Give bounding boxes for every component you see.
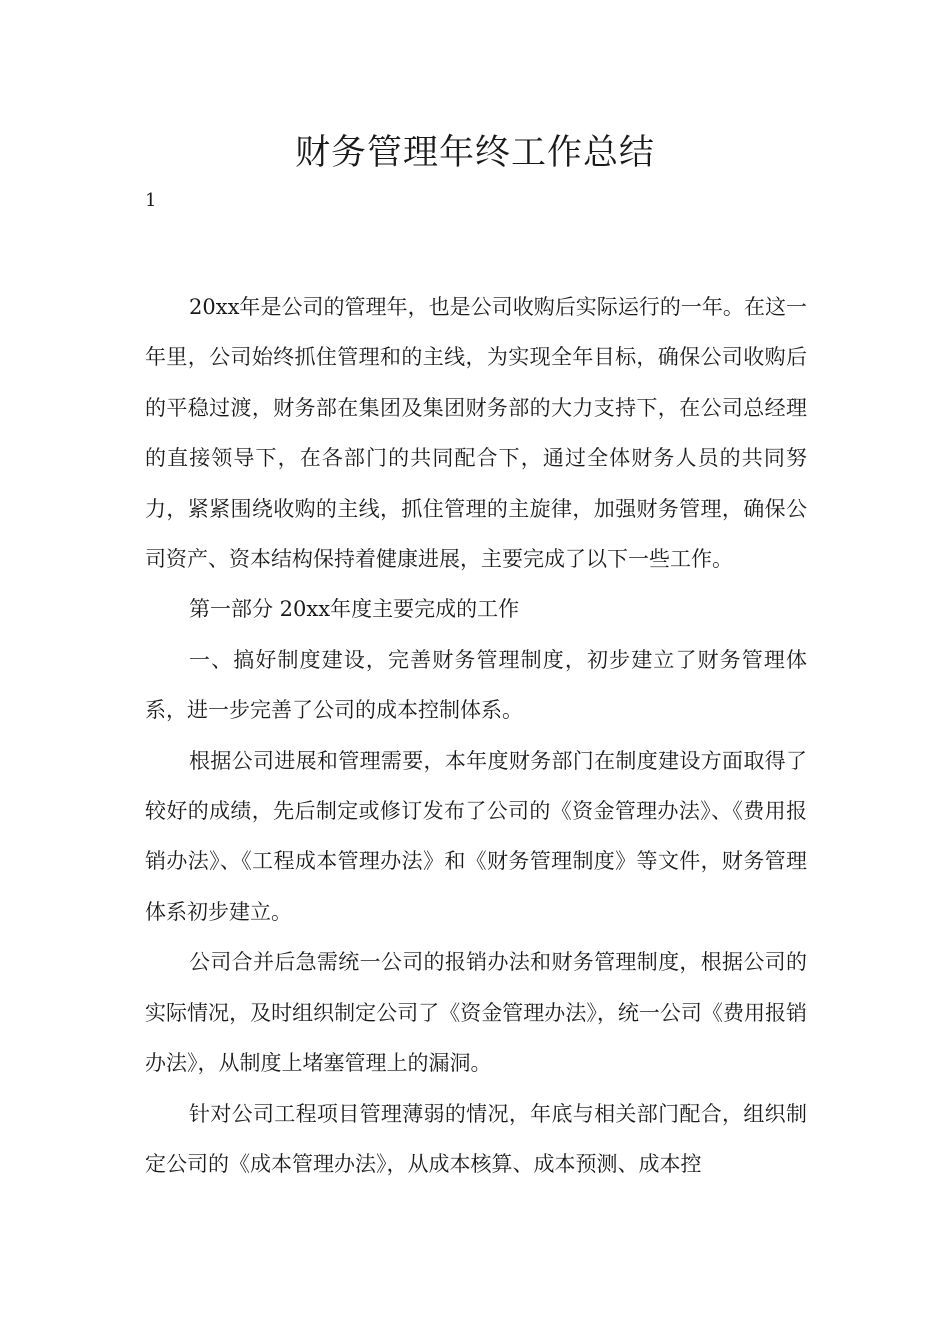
paragraph-system-building: 根据公司进展和管理需要，本年度财务部门在制度建设方面取得了较好的成绩，先后制定或修订发布了公司的《资金管理办法》、《费用报销办法》、《工程成本管理办法》和《财务管理制度》等文件，财务管理体系初步建立。: [145, 748, 807, 924]
paragraph-merger-rules: 公司合并后急需统一公司的报销办法和财务管理制度，根据公司的实际情况，及时组织制定公司了《资金管理办法》，统一公司《费用报销办法》，从制度上堵塞管理上的漏洞。: [145, 950, 807, 1076]
paragraph-item-one: 一、搞好制度建设，完善财务管理制度，初步建立了财务管理体系，进一步完善了公司的成本控制体系。: [145, 647, 807, 723]
paragraph-intro: 20xx年是公司的管理年，也是公司收购后实际运行的一年。在这一年里，公司始终抓住管理和的主线，为实现全年目标，确保公司收购后的平稳过渡，财务部在集团及集团财务部的大力支持下，在公司总经理的直接领导下，在各部门的共同配合下，通过全体财务人员的共同努力，紧紧围绕收购的主线，抓住管理的主旋律，加强财务管理，确保公司资产、资本结构保持着健康进展，主要完成了以下一些工作。: [145, 295, 807, 572]
document-body: [145, 282, 807, 1189]
section-heading: 第一部分 20xx年度主要完成的工作: [189, 597, 520, 622]
document-title: 财务管理年终工作总结: [294, 133, 655, 173]
paragraph-cost-management: 针对公司工程项目管理薄弱的情况，年底与相关部门配合，组织制定公司的《成本管理办法》，从成本核算、成本预测、成本控: [145, 1101, 807, 1176]
page-number: 1: [145, 190, 157, 211]
